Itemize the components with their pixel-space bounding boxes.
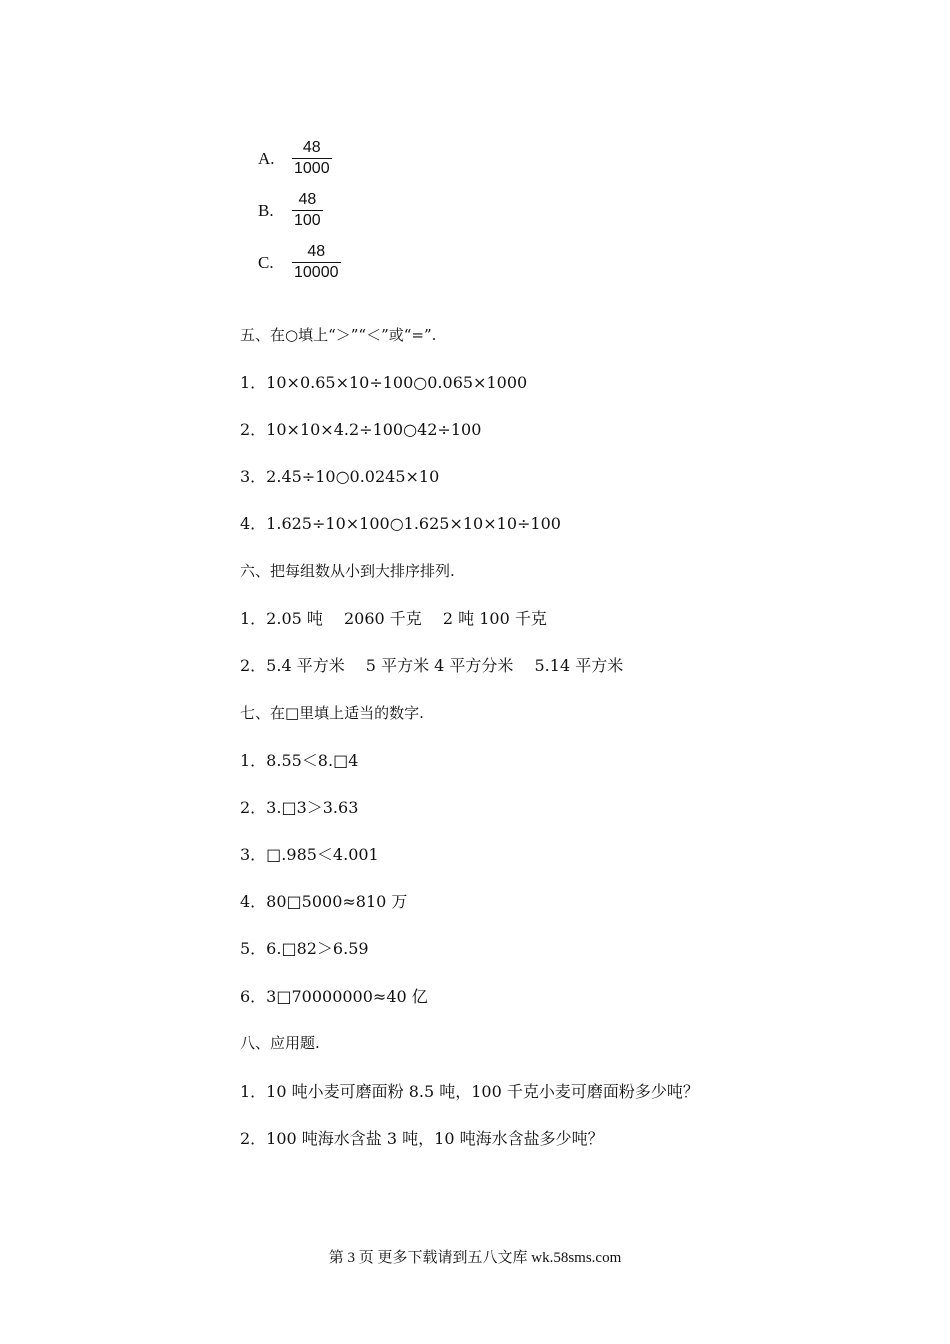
fraction-denominator: 10000 xyxy=(294,264,339,281)
section-6-item-2: 2．5.4 平方米 5 平方米 4 平方分米 5.14 平方米 xyxy=(240,656,624,675)
section-7-item-1: 1．8.55＜8.□4 xyxy=(240,751,359,770)
section-5-item-3: 3．2.45÷10○0.0245×10 xyxy=(240,467,440,486)
option-b xyxy=(258,190,323,231)
fraction-numerator: 48 xyxy=(307,243,326,260)
fraction-numerator: 48 xyxy=(302,139,321,156)
option-letter: A. xyxy=(258,148,275,168)
section-8-item-1: 1．10 吨小麦可磨面粉 8.5 吨，100 千克小麦可磨面粉多少吨？ xyxy=(240,1082,699,1101)
section-5-item-1: 1．10×0.65×10÷100○0.065×1000 xyxy=(240,373,528,392)
fraction-numerator: 48 xyxy=(298,191,317,208)
section-8-item-2: 2．100 吨海水含盐 3 吨，10 吨海水含盐多少吨？ xyxy=(240,1129,604,1148)
option-c xyxy=(258,242,341,283)
section-7-item-3: 3．□.985＜4.001 xyxy=(240,845,379,864)
option-letter: B. xyxy=(258,200,274,220)
section-5-item-4: 4．1.625÷10×100○1.625×10×10÷100 xyxy=(240,514,561,533)
fraction xyxy=(292,190,323,231)
section-5-item-2: 2．10×10×4.2÷100○42÷100 xyxy=(240,420,482,439)
section-7-item-2: 2．3.□3＞3.63 xyxy=(240,798,359,817)
section-7-item-5: 5．6.□82＞6.59 xyxy=(240,939,369,958)
option-a xyxy=(258,138,332,179)
section-5-title: 五、在○填上“＞”“＜”或“=”. xyxy=(240,326,437,344)
section-8-title: 八、应用题. xyxy=(240,1034,320,1052)
section-6-item-1: 1．2.05 吨 2060 千克 2 吨 100 千克 xyxy=(240,609,547,628)
fraction xyxy=(292,242,341,283)
section-7-title: 七、在□里填上适当的数字. xyxy=(240,704,424,722)
section-7-item-4: 4．80□5000≈810 万 xyxy=(240,892,408,911)
fraction-denominator: 100 xyxy=(294,212,321,229)
option-letter: C. xyxy=(258,252,274,272)
section-6-title: 六、把每组数从小到大排序排列. xyxy=(240,562,455,580)
fraction-denominator: 1000 xyxy=(294,160,330,177)
page-footer: 第 3 页 更多下载请到五八文库 wk.58sms.com xyxy=(328,1250,622,1266)
section-7-item-6: 6．3□70000000≈40 亿 xyxy=(240,987,428,1006)
fraction xyxy=(292,138,332,179)
